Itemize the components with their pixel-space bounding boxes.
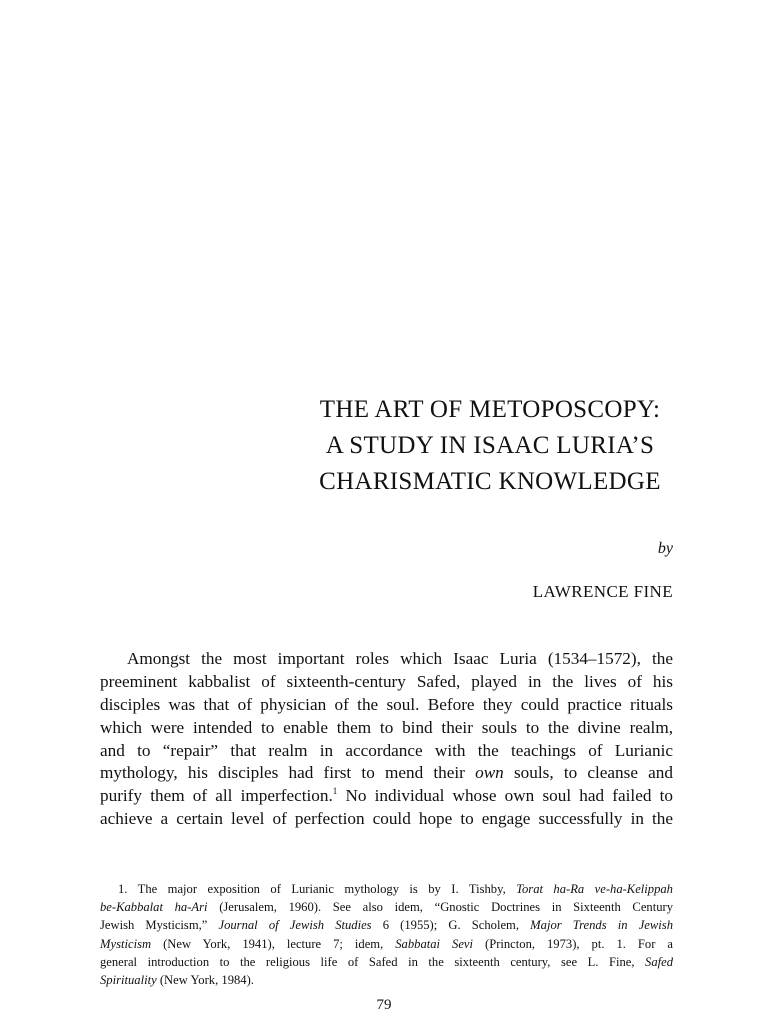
- footnote-line: [100, 971, 673, 989]
- footnote-italic-run: be-Kabbalat ha-Ari: [100, 900, 208, 915]
- footnote-text-run: (Princton, 1973), pt. 1. For a: [473, 936, 673, 951]
- body-line: [100, 671, 673, 694]
- body-text-run: purify them of all imperfection.: [100, 786, 333, 806]
- body-line: [100, 694, 673, 717]
- body-text-run: mythology, his disciples had first to mend their: [100, 763, 476, 783]
- footnote-italic-run: Spirituality: [100, 972, 157, 987]
- footnote-text-run: 1. The major exposition of Lurianic mythology is by I. Tishby,: [118, 882, 517, 896]
- body-text-run: No individual whose own soul had failed to: [337, 786, 673, 806]
- footnote-text-run: Jewish Mysticism,”: [100, 918, 219, 933]
- body-line: [100, 785, 673, 808]
- body-text-run: souls, to cleanse and: [503, 763, 673, 783]
- footnote-text-run: (Jerusalem, 1960). See also idem, “Gnostic Doctrines in Sixteenth Century: [207, 900, 673, 915]
- footnote-italic-run: Safed: [645, 954, 673, 969]
- title-line-2: A STUDY IN ISAAC LURIA’S: [325, 432, 655, 459]
- author-name: LAWRENCE FINE: [532, 582, 673, 601]
- footnote-line: [100, 953, 673, 971]
- byline: by: [657, 540, 673, 557]
- body-paragraph: [100, 648, 673, 831]
- footnote-italic-run: Major Trends in Jewish: [530, 918, 673, 933]
- footnote-line: [100, 935, 673, 953]
- body-line: [100, 717, 673, 740]
- title-line-1: THE ART OF METOPOSCOPY:: [319, 396, 661, 423]
- body-text-run: disciples was that of physician of the soul. Before they could practice rituals: [100, 694, 673, 714]
- body-line: [100, 740, 673, 763]
- page-number: 79: [376, 997, 392, 1013]
- body-text-run: and to “repair” that realm in accordance with the teachings of Lurianic: [100, 740, 673, 760]
- body-line: [100, 808, 673, 831]
- body-line: [100, 648, 673, 671]
- article-title: [290, 392, 690, 500]
- body-text-run: which were intended to enable them to bind their souls to the divine realm,: [100, 717, 673, 737]
- footnote-reference-1[interactable]: 1: [332, 786, 338, 797]
- body-text-run: preeminent kabbalist of sixteenth-century Safed, played in the lives of his: [100, 671, 673, 691]
- footnote-italic-run: Torat ha-Ra ve-ha-Kelippah: [516, 882, 673, 896]
- footnote-1: [100, 880, 673, 989]
- footnote-italic-run: Journal of Jewish Studies: [218, 918, 372, 933]
- footnote-text-run: (New York, 1984).: [156, 972, 254, 987]
- footnote-italic-run: Mysticism: [100, 936, 152, 951]
- title-line-3: CHARISMATIC KNOWLEDGE: [319, 468, 661, 495]
- body-line: [100, 762, 673, 785]
- body-text-run: achieve a certain level of perfection could hope to engage successfully in the: [100, 809, 673, 829]
- footnote-line: [100, 916, 673, 934]
- footnote-line: [100, 880, 673, 898]
- footnote-text-run: 6 (1955); G. Scholem,: [371, 918, 531, 933]
- footnote-text-run: (New York, 1941), lecture 7; idem,: [151, 936, 396, 951]
- emphasis-own: own: [475, 763, 504, 783]
- footnote-text-run: general introduction to the religious life of Safed in the sixteenth century, see L. Fine,: [100, 954, 646, 969]
- footnote-italic-run: Sabbatai Sevi: [395, 936, 473, 951]
- footnote-line: [100, 898, 673, 916]
- body-text-run: Amongst the most important roles which Isaac Luria (1534–1572), the: [127, 649, 673, 668]
